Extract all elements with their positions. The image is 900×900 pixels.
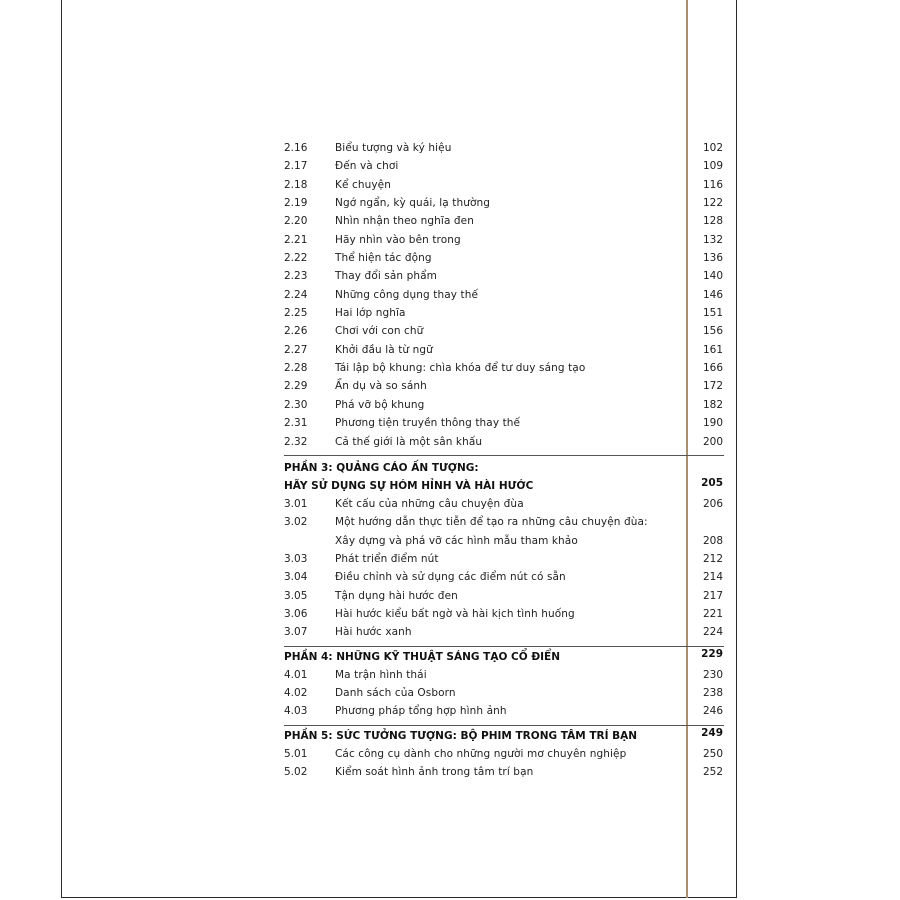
entry-title — [335, 157, 398, 175]
entry-title — [335, 587, 458, 605]
entry-page-number: 182 — [702, 398, 723, 411]
entry-page-number: 156 — [702, 325, 723, 338]
toc-entry — [284, 568, 724, 586]
entry-title — [335, 341, 433, 359]
toc-entry — [284, 550, 724, 568]
entry-number: 3.03 — [284, 552, 308, 565]
toc-entry — [284, 396, 724, 414]
toc-entry — [284, 702, 724, 720]
toc-entry — [284, 322, 724, 340]
entry-title-text: Một hướng dẫn thực tiễn để tạo ra những câu chuyện đùa: — [335, 516, 648, 529]
toc-entry — [284, 231, 724, 249]
toc-entry — [284, 212, 724, 230]
entry-number: 3.04 — [284, 571, 308, 584]
part4-page: 229 — [701, 647, 723, 660]
entry-title — [335, 433, 482, 451]
entry-title-text: Kể chuyện — [335, 178, 391, 191]
toc-entry — [284, 587, 724, 605]
entry-title-text: Ẩn dụ và so sánh — [335, 380, 427, 393]
section-rule — [284, 646, 724, 647]
entry-title-text: Hài hước kiểu bất ngờ và hài kịch tình huống — [335, 607, 575, 620]
entry-number: 2.19 — [284, 197, 308, 210]
entry-title — [335, 568, 566, 586]
entry-number: 2.32 — [284, 435, 308, 448]
toc-entry — [284, 267, 724, 285]
entry-page-number: 230 — [702, 668, 723, 681]
toc-entry — [284, 623, 724, 641]
entry-number: 2.23 — [284, 270, 308, 283]
entry-number: 2.31 — [284, 417, 308, 430]
toc-entry — [284, 495, 724, 513]
entry-title-text: Những công dụng thay thế — [335, 288, 479, 301]
entry-title-text: Kiểm soát hình ảnh trong tâm trí bạn — [335, 765, 534, 778]
entry-title — [335, 745, 626, 763]
table-of-contents — [284, 139, 724, 781]
entry-page-number: 151 — [702, 307, 723, 320]
entry-title — [335, 212, 474, 230]
entry-title — [335, 513, 648, 550]
entry-title-text: Ma trận hình thái — [335, 668, 427, 681]
part2-entry-list — [284, 139, 724, 451]
entry-number: 3.07 — [284, 626, 308, 639]
entry-title — [335, 495, 524, 513]
toc-entry — [284, 139, 724, 157]
entry-number: 2.25 — [284, 307, 308, 320]
entry-page-number: 116 — [702, 178, 723, 191]
toc-entry — [284, 359, 724, 377]
entry-page-number: 200 — [702, 435, 723, 448]
entry-page-number: 246 — [702, 705, 723, 718]
entry-title-text: Tái lập bộ khung: chìa khóa để tư duy sáng tạo — [335, 362, 586, 375]
entry-title — [335, 666, 427, 684]
entry-title-text: Chơi với con chữ — [335, 325, 424, 338]
part5-entry-list — [284, 745, 724, 782]
toc-entry — [284, 341, 724, 359]
entry-title — [335, 267, 437, 285]
entry-title — [335, 176, 391, 194]
entry-title — [335, 359, 585, 377]
entry-title-text: Cả thế giới là một sân khấu — [335, 435, 483, 448]
toc-entry — [284, 286, 724, 304]
toc-entry — [284, 513, 724, 550]
part4-title: PHẦN 4: NHỮNG KỸ THUẬT SÁNG TẠO CỔ ĐIỂN — [284, 650, 561, 663]
entry-title — [335, 763, 533, 781]
entry-title — [335, 414, 520, 432]
entry-title — [335, 377, 427, 395]
entry-page-number: 252 — [702, 765, 723, 778]
entry-page-number: 238 — [702, 686, 723, 699]
entry-number: 2.17 — [284, 160, 308, 173]
entry-page-number: 214 — [702, 571, 723, 584]
entry-title — [335, 286, 478, 304]
entry-title-text: Hai lớp nghĩa — [335, 307, 406, 320]
entry-number: 2.20 — [284, 215, 308, 228]
toc-entry — [284, 605, 724, 623]
entry-page-number: 166 — [702, 362, 723, 375]
entry-title-text: Biểu tượng và ký hiệu — [335, 142, 452, 154]
part3-entry-list — [284, 495, 724, 642]
entry-title — [335, 249, 432, 267]
entry-title-text: Hãy nhìn vào bên trong — [335, 233, 461, 246]
entry-page-number: 161 — [702, 343, 723, 356]
entry-number: 5.01 — [284, 747, 308, 760]
section-rule — [284, 455, 724, 456]
entry-title-text: Điều chỉnh và sử dụng các điểm nút có sẵn — [335, 571, 566, 584]
entry-number: 2.22 — [284, 252, 308, 265]
toc-entry — [284, 377, 724, 395]
entry-number: 4.02 — [284, 686, 308, 699]
entry-title-text: Phá vỡ bộ khung — [335, 398, 425, 411]
entry-page-number: 140 — [702, 270, 723, 283]
entry-title-text: Hài hước xanh — [335, 626, 412, 639]
part3-heading — [284, 459, 724, 495]
entry-number: 2.27 — [284, 343, 308, 356]
entry-title — [335, 231, 461, 249]
entry-number: 2.21 — [284, 233, 308, 246]
entry-title — [335, 623, 412, 641]
entry-number: 4.03 — [284, 705, 308, 718]
entry-title — [335, 194, 490, 212]
entry-title — [335, 684, 456, 702]
toc-entry — [284, 249, 724, 267]
entry-title — [335, 139, 451, 157]
entry-page-number: 172 — [702, 380, 723, 393]
entry-number: 2.26 — [284, 325, 308, 338]
entry-title-text: Đến và chơi — [335, 160, 399, 173]
entry-number: 3.02 — [284, 516, 308, 529]
part3-page: 205 — [701, 476, 723, 489]
section-rule — [284, 725, 724, 726]
entry-title-text: Tận dụng hài hước đen — [335, 589, 458, 602]
part4-entry-list — [284, 666, 724, 721]
entry-number: 2.16 — [284, 142, 308, 154]
entry-title-text: Nhìn nhận theo nghĩa đen — [335, 215, 474, 228]
entry-title-text: Các công cụ dành cho những người mơ chuyên nghiệp — [335, 747, 627, 760]
entry-page-number: 208 — [702, 534, 723, 547]
entry-number: 2.18 — [284, 178, 308, 191]
entry-number: 3.01 — [284, 497, 308, 510]
toc-entry — [284, 157, 724, 175]
entry-number: 2.29 — [284, 380, 308, 393]
entry-number: 2.30 — [284, 398, 308, 411]
toc-entry — [284, 304, 724, 322]
entry-number: 2.28 — [284, 362, 308, 375]
toc-entry — [284, 176, 724, 194]
part3-title-line1: PHẦN 3: QUẢNG CÁO ẤN TƯỢNG: — [284, 461, 479, 474]
entry-title-text: Phát triển điểm nút — [335, 552, 439, 565]
entry-title — [335, 702, 507, 720]
entry-page-number: 206 — [702, 497, 723, 510]
toc-entry — [284, 194, 724, 212]
entry-title-text: Kết cấu của những câu chuyện đùa — [335, 497, 524, 510]
entry-page-number: 109 — [702, 160, 723, 173]
entry-title-text: Ngớ ngẩn, kỳ quái, lạ thường — [335, 197, 491, 210]
entry-number: 4.01 — [284, 668, 308, 681]
part5-heading — [284, 727, 724, 745]
entry-title — [335, 550, 439, 568]
entry-title-text: Danh sách của Osborn — [335, 686, 456, 699]
toc-entry — [284, 684, 724, 702]
entry-number: 5.02 — [284, 765, 308, 778]
toc-entry — [284, 763, 724, 781]
entry-title — [335, 322, 423, 340]
entry-page-number: 146 — [702, 288, 723, 301]
toc-entry — [284, 414, 724, 432]
entry-page-number: 102 — [702, 142, 723, 154]
entry-page-number: 224 — [702, 626, 723, 639]
part5-page: 249 — [701, 726, 723, 739]
entry-page-number: 250 — [702, 747, 723, 760]
entry-page-number: 122 — [702, 197, 723, 210]
toc-entry — [284, 433, 724, 451]
entry-title-line2: Xây dựng và phá vỡ các hình mẫu tham khảo — [335, 534, 578, 547]
entry-page-number: 128 — [702, 215, 723, 228]
part3-title-line2: HÃY SỬ DỤNG SỰ HÓM HỈNH VÀ HÀI HƯỚC — [284, 479, 534, 492]
part4-heading — [284, 648, 724, 666]
entry-number: 3.06 — [284, 607, 308, 620]
entry-title — [335, 605, 575, 623]
entry-page-number: 221 — [702, 607, 723, 620]
entry-title-text: Thay đổi sản phẩm — [335, 270, 437, 283]
entry-page-number: 136 — [702, 252, 723, 265]
toc-entry — [284, 666, 724, 684]
entry-number: 2.24 — [284, 288, 308, 301]
entry-number: 3.05 — [284, 589, 308, 602]
entry-title — [335, 304, 406, 322]
entry-title-text: Khởi đầu là từ ngữ — [335, 343, 433, 356]
entry-page-number: 212 — [702, 552, 723, 565]
entry-title-text: Thể hiện tác động — [335, 252, 432, 265]
part5-title: PHẦN 5: SỨC TƯỞNG TƯỢNG: BỘ PHIM TRONG TÂM TRÍ BẠN — [284, 729, 638, 742]
entry-page-number: 190 — [702, 417, 723, 430]
entry-title — [335, 396, 424, 414]
entry-title-text: Phương pháp tổng hợp hình ảnh — [335, 705, 507, 718]
entry-page-number: 132 — [702, 233, 723, 246]
entry-page-number: 217 — [702, 589, 723, 602]
entry-title-text: Phương tiện truyền thông thay thế — [335, 417, 521, 430]
toc-entry — [284, 745, 724, 763]
